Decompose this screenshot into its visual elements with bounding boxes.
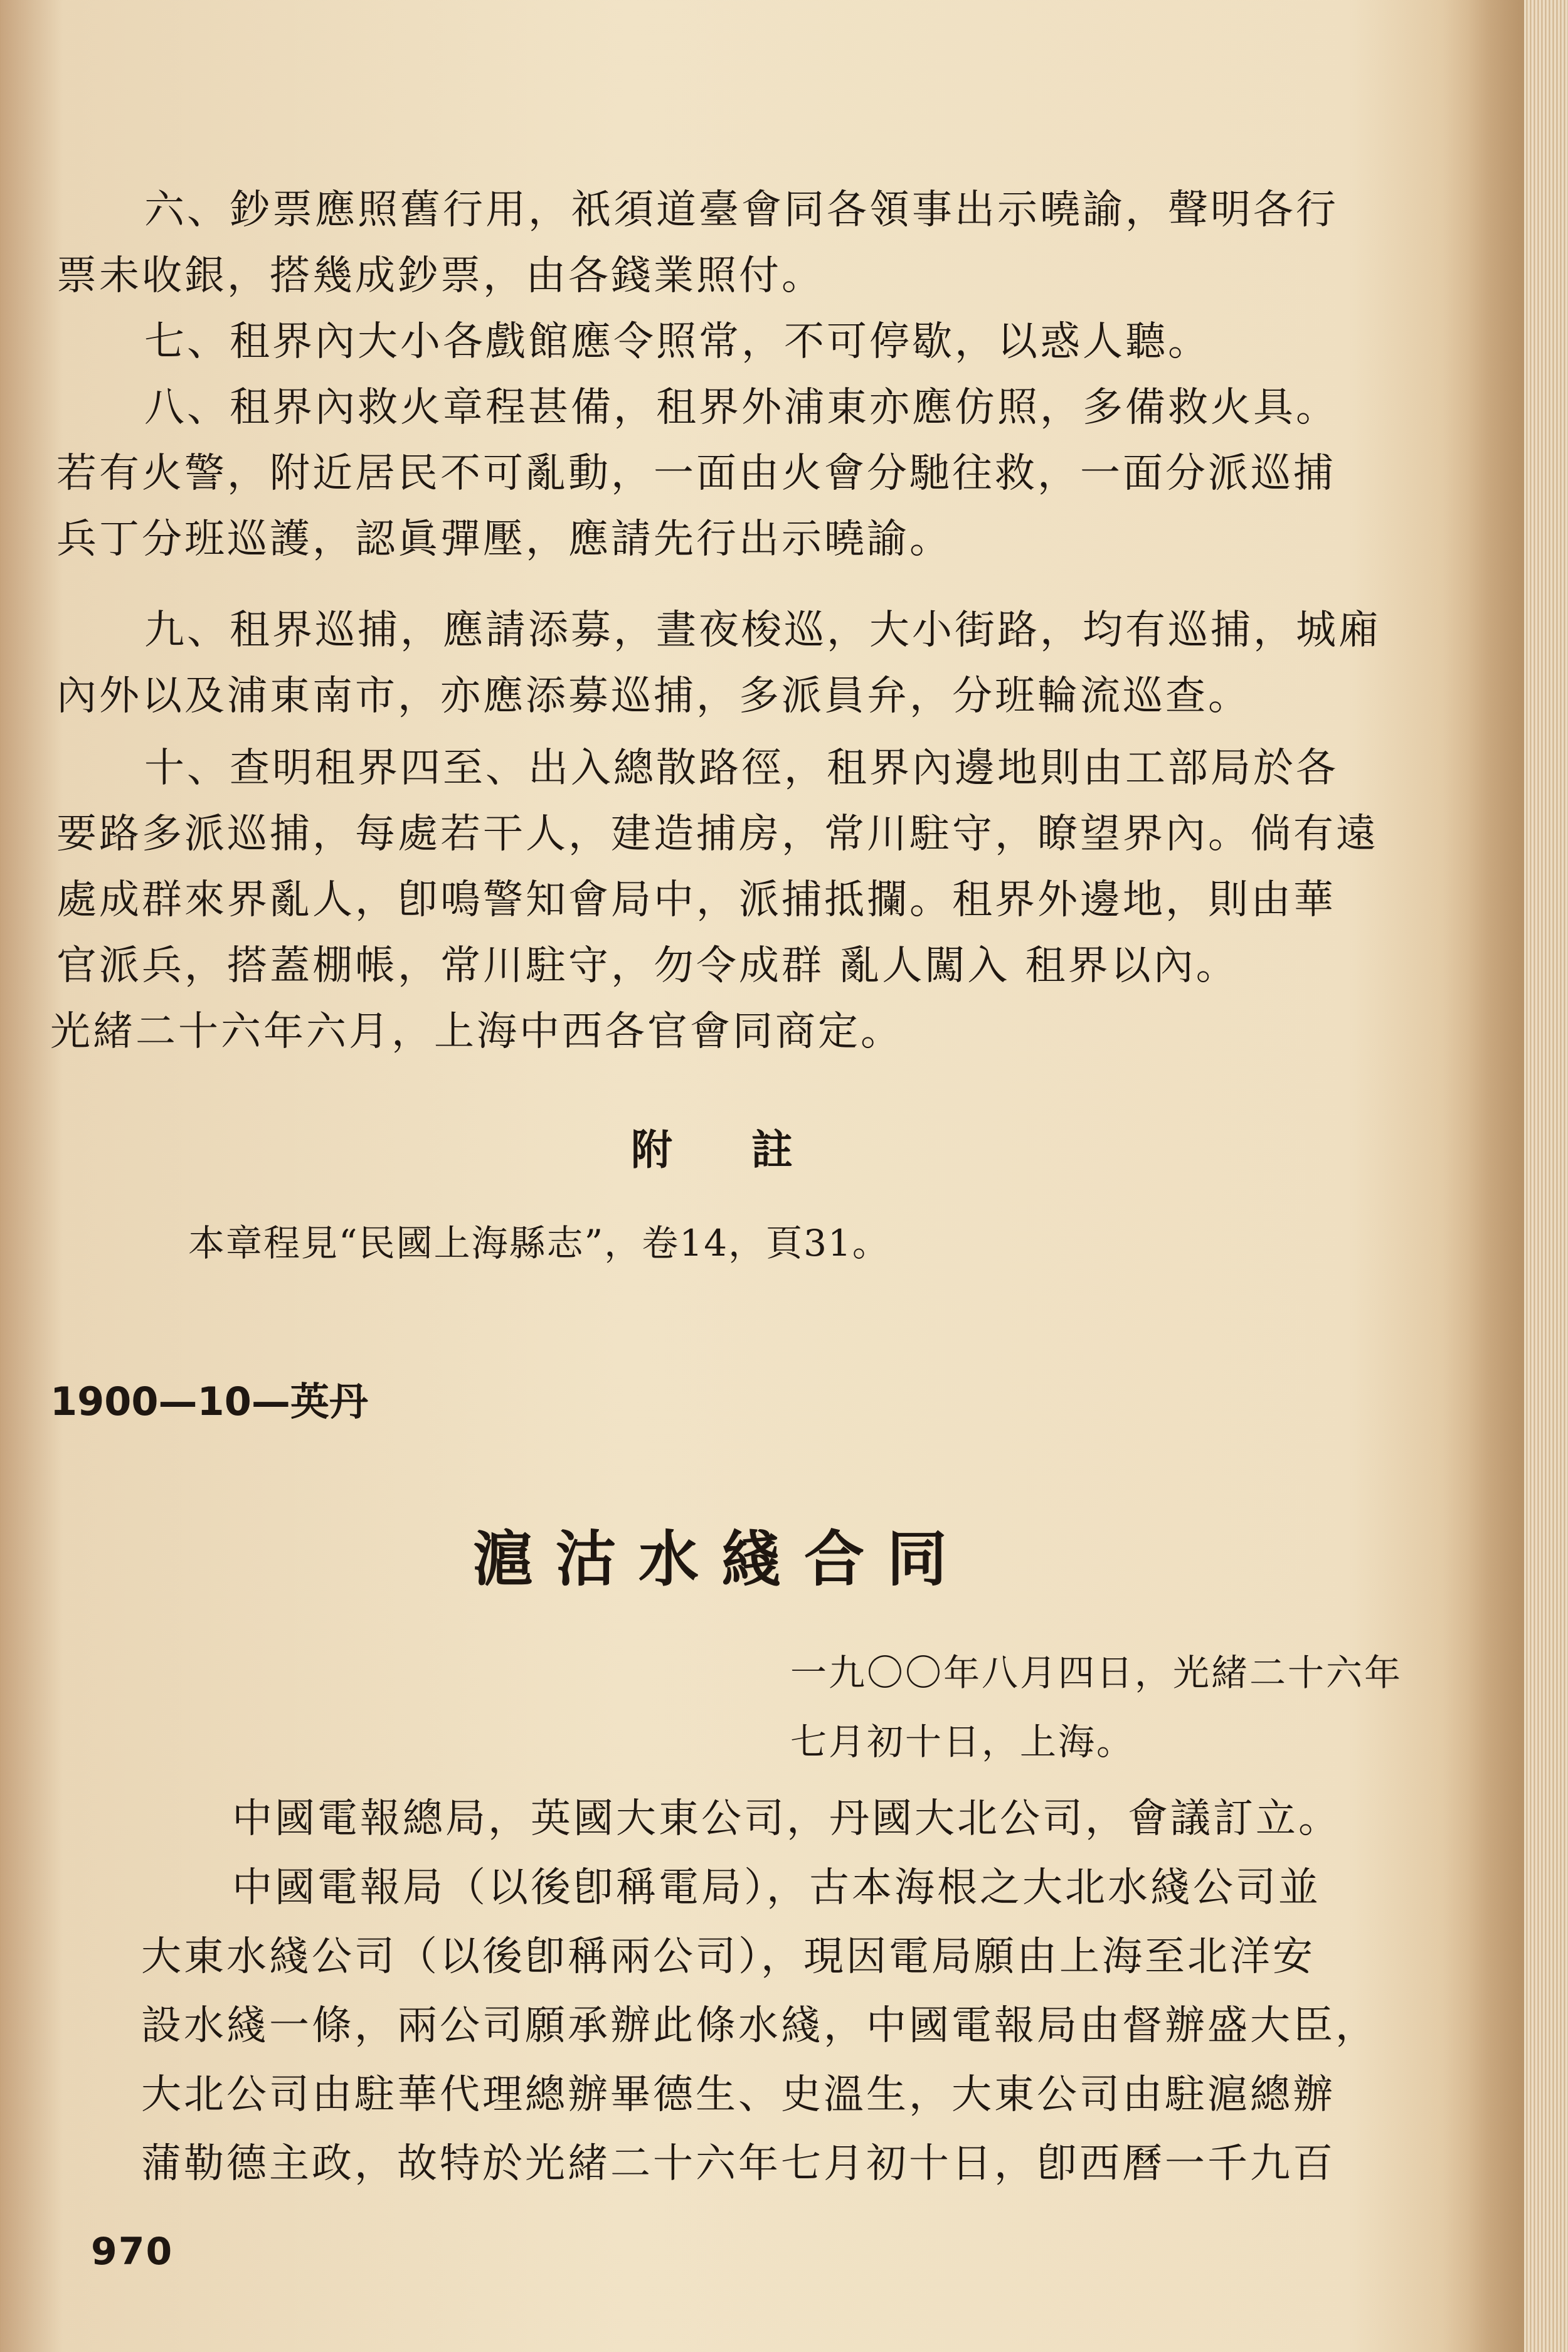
text-line: 設水綫一條，兩公司願承辦此條水綫，中國電報局由督辦盛大臣，: [141, 2003, 1378, 2049]
text-line: 大北公司由駐華代理總辦畢德生、史溫生，大東公司由駐滬總辦: [141, 2072, 1335, 2118]
text-line: 十、查明租界四至、出入總散路徑，租界內邊地則由工部局於各: [144, 745, 1338, 792]
text-line: 票未收銀，搭幾成鈔票，由各錢業照付。: [56, 253, 824, 299]
section-id: 1900—10—英丹: [50, 1379, 368, 1424]
text-line: 六、鈔票應照舊行用，祇須道臺會同各領事出示曉諭，聲明各行: [144, 187, 1338, 233]
text-line: 中國電報局（以後卽稱電局），古本海根之大北水綫公司並: [232, 1865, 1321, 1911]
document-title: 滬沽水綫合同: [473, 1523, 970, 1594]
text-line: 官派兵，搭蓋棚帳，常川駐守，勿令成群 亂人闖入 租界以內。: [56, 943, 1239, 989]
text-line: 蒲勒德主政，故特於光緒二十六年七月初十日，卽西曆一千九百: [141, 2141, 1335, 2187]
text-line: 兵丁分班巡護，認眞彈壓，應請先行出示曉諭。: [56, 516, 952, 563]
text-line: 要路多派巡捕，每處若干人，建造捕房，常川駐守，瞭望界內。倘有遠: [56, 811, 1379, 857]
text-line: 若有火警，附近居民不可亂動，一面由火會分馳往救，一面分派巡捕: [56, 450, 1336, 497]
text-line: 中國電報總局，英國大東公司，丹國大北公司，會議訂立。: [232, 1796, 1341, 1842]
text-line: 光緒二十六年六月，上海中西各官會同商定。: [50, 1009, 903, 1055]
note-text: 本章程見“民國上海縣志”，卷14，頁31。: [188, 1222, 890, 1264]
text-line: 處成群來界亂人，卽鳴警知會局中，派捕抵攔。租界外邊地，則由華: [56, 877, 1336, 923]
page-number: 970: [91, 2230, 174, 2274]
date-line: 七月初十日，上海。: [790, 1720, 1135, 1763]
text-line: 大東水綫公司（以後卽稱兩公司），現因電局願由上海至北洋安: [141, 1934, 1315, 1980]
text-line: 內外以及浦東南市，亦應添募巡捕，多派員弁，分班輪流巡查。: [56, 673, 1251, 719]
text-line: 八、租界內救火章程甚備，租界外浦東亦應仿照，多備救火具。: [144, 384, 1338, 431]
text-line: 九、租界巡捕，應請添募，晝夜梭巡，大小街路，均有巡捕，城廂: [144, 607, 1381, 654]
note-heading: 附 註: [631, 1125, 812, 1174]
date-line: 一九〇〇年八月四日，光緒二十六年: [790, 1651, 1403, 1694]
text-line: 七、租界內大小各戲館應令照常，不可停歇，以惑人聽。: [144, 319, 1210, 365]
